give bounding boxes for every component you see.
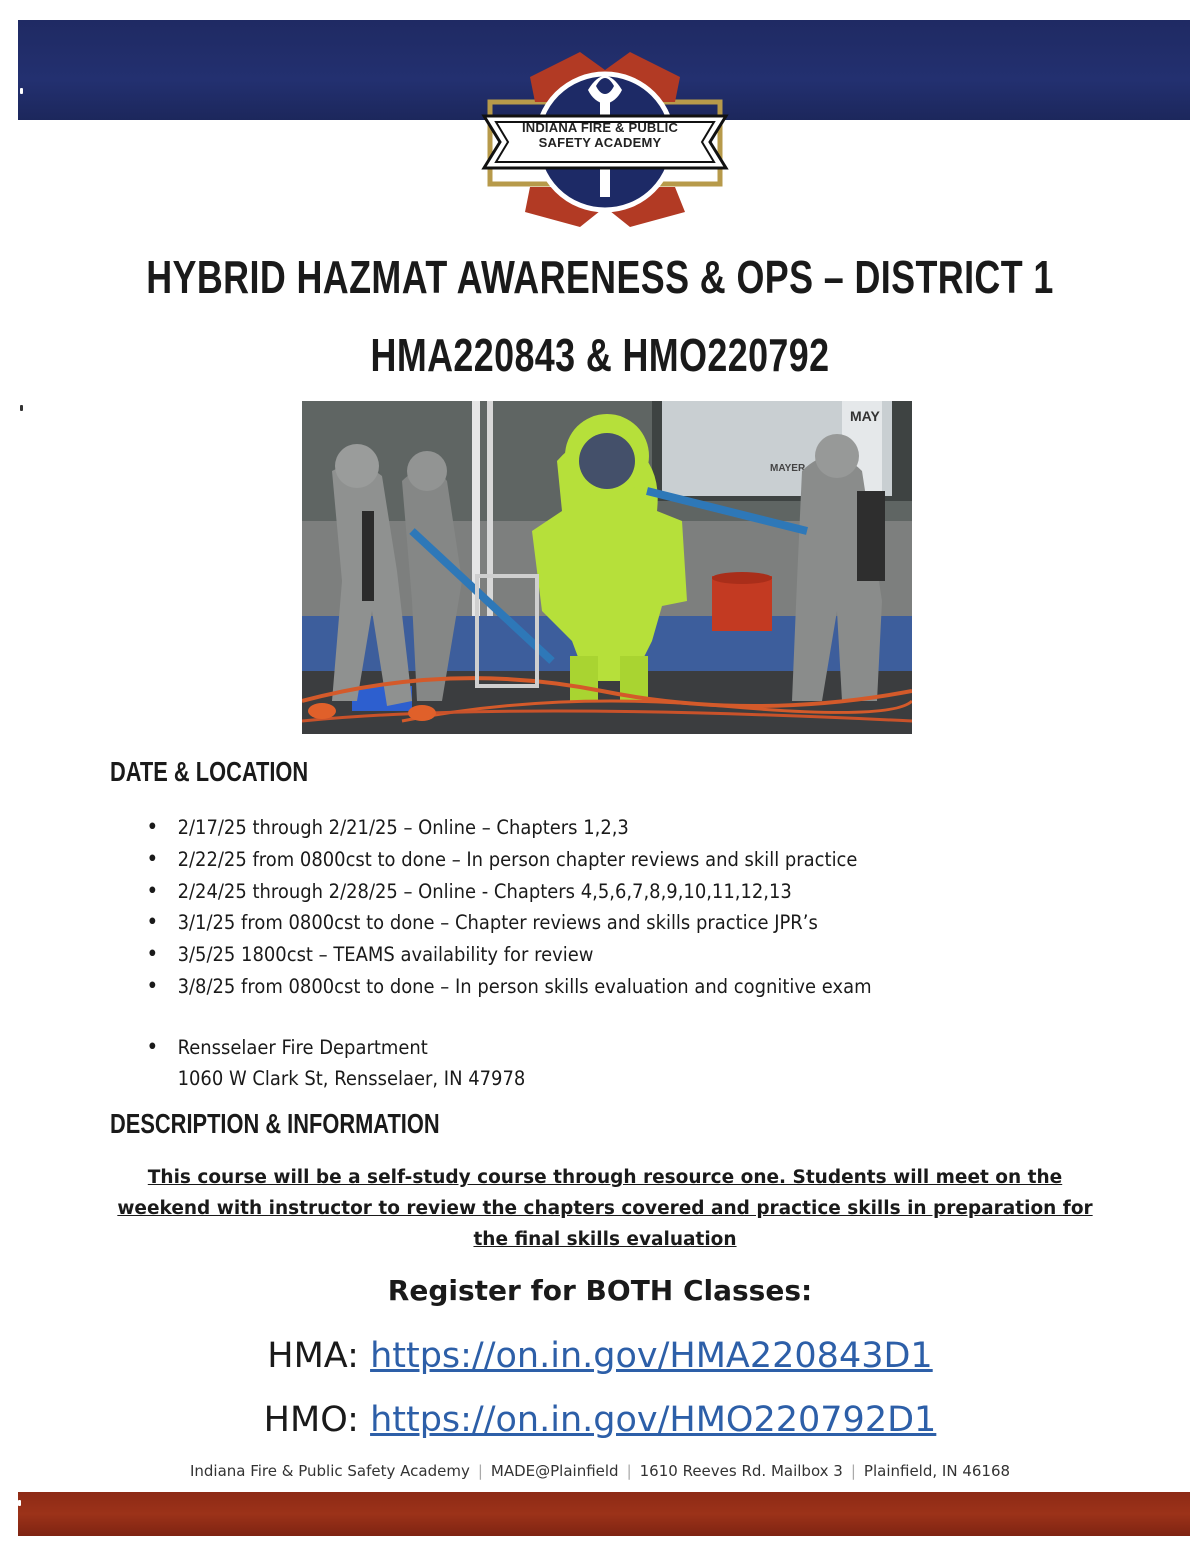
location-block bbox=[150, 1032, 558, 1094]
schedule-item: • 3/5/25 1800cst – TEAMS availability for review bbox=[150, 939, 872, 971]
hmo-registration-link[interactable]: https://on.in.gov/HMO220792D1 bbox=[370, 1400, 937, 1440]
footer-address: 1610 Reeves Rd. Mailbox 3 bbox=[639, 1462, 843, 1480]
schedule-item: • 2/17/25 through 2/21/25 – Online – Chapters 1,2,3 bbox=[150, 812, 872, 844]
schedule-item: • 3/1/25 from 0800cst to done – Chapter reviews and skills practice JPR’s bbox=[150, 907, 872, 939]
scan-mark bbox=[18, 1500, 21, 1506]
logo-line-1: INDIANA FIRE & PUBLIC bbox=[521, 120, 679, 135]
footer-separator: | bbox=[477, 1462, 483, 1480]
hmo-registration-row bbox=[0, 1400, 1200, 1440]
register-heading: Register for BOTH Classes: bbox=[387, 1274, 813, 1307]
description-text: This course will be a self-study course through resource one. Students will meet on the weekend with instructor to review the chapters covered and practice skills in preparation for the final skills evaluation bbox=[117, 1167, 1093, 1250]
footer-city: Plainfield, IN 46168 bbox=[863, 1462, 1011, 1480]
footer-separator: | bbox=[850, 1462, 856, 1480]
hma-registration-row bbox=[0, 1336, 1200, 1376]
schedule-item: • 2/22/25 from 0800cst to done – In person chapter reviews and skill practice bbox=[150, 844, 872, 876]
footer-location: MADE@Plainfield bbox=[490, 1462, 619, 1480]
location-address-text: 1060 W Clark St, Rensselaer, IN 47978 bbox=[177, 1067, 526, 1090]
logo-line-2: SAFETY ACADEMY bbox=[538, 135, 662, 150]
schedule-list bbox=[150, 812, 934, 1003]
description-heading: DESCRIPTION & INFORMATION bbox=[110, 1108, 440, 1139]
hazmat-photo bbox=[302, 401, 912, 734]
schedule-item: • 3/8/25 from 0800cst to done – In person skills evaluation and cognitive exam bbox=[150, 971, 872, 1003]
date-location-heading: DATE & LOCATION bbox=[110, 756, 309, 787]
trailer-text: MAY bbox=[850, 408, 880, 424]
footer-org: Indiana Fire & Public Safety Academy bbox=[189, 1462, 470, 1480]
location-address bbox=[150, 1063, 525, 1094]
footer-separator: | bbox=[626, 1462, 632, 1480]
academy-logo-text bbox=[500, 120, 700, 150]
course-title: HYBRID HAZMAT AWARENESS & OPS – DISTRICT 1 bbox=[146, 251, 1054, 303]
schedule-item: • 2/24/25 through 2/28/25 – Online - Chapters 4,5,6,7,8,9,10,11,12,13 bbox=[150, 876, 872, 908]
course-codes: HMA220843 & HMO220792 bbox=[370, 329, 830, 381]
hmo-label: HMO: bbox=[263, 1400, 359, 1440]
location-name: • Rensselaer Fire Department bbox=[150, 1032, 525, 1063]
bottom-footer-band bbox=[18, 1492, 1190, 1536]
footer bbox=[0, 1462, 1200, 1480]
hma-label: HMA: bbox=[267, 1336, 359, 1376]
hma-registration-link[interactable]: https://on.in.gov/HMA220843D1 bbox=[370, 1336, 933, 1376]
scan-mark bbox=[20, 405, 23, 411]
trailer-label: MAYER bbox=[770, 463, 806, 474]
scan-mark bbox=[20, 88, 23, 94]
